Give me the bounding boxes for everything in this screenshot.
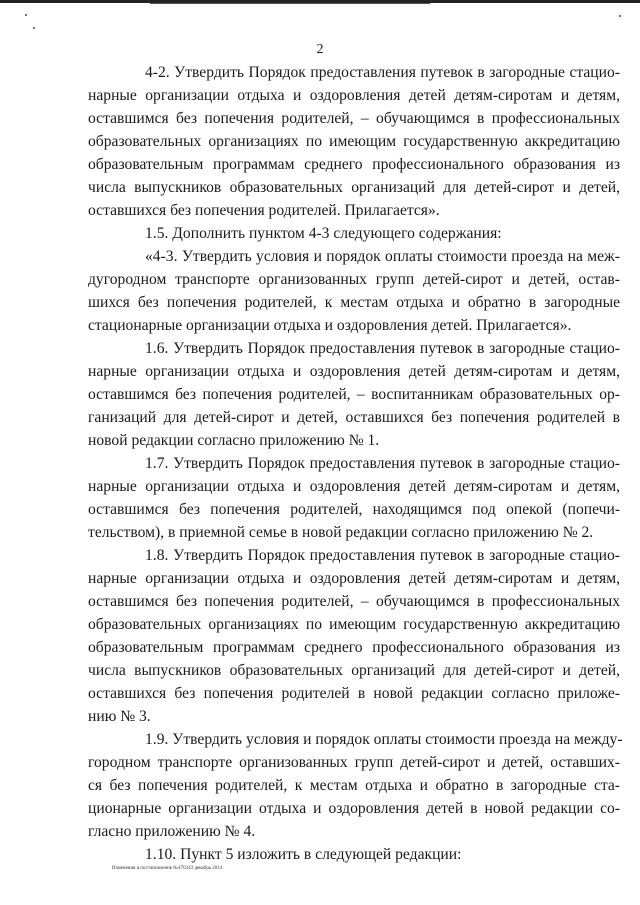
text-line: нарные организации отдыха и оздоровления детей детям-сиротам и детям, xyxy=(88,363,620,380)
text-line: оставшимся без попечения родителей, – обучающимся в профессиональных xyxy=(88,110,620,127)
text-line: новой редакции согласно приложению № 1. xyxy=(88,432,380,449)
text-line: образовательным программам среднего профессионального образования из xyxy=(88,639,620,656)
text-line: 1.10. Пункт 5 изложить в следующей редакции: xyxy=(145,846,462,863)
text-line: образовательным программам среднего профессионального образования из xyxy=(88,156,620,173)
text-line: «4-3. Утвердить условия и порядок оплаты стоимости проезда на меж- xyxy=(145,248,620,265)
text-line: оставшимся без попечения родителей, – обучающимся в профессиональных xyxy=(88,593,620,610)
text-line: 1.8. Утвердить Порядок предоставления путевок в загородные стацио- xyxy=(145,547,620,564)
text-line: шихся без попечения родителей, к местам отдыха и обратно в загородные xyxy=(88,294,620,311)
text-line: ционарные организации отдыха и оздоровления детей в новой редакции со- xyxy=(88,800,620,817)
text-line: 1.7. Утвердить Порядок предоставления путевок в загородные стацио- xyxy=(145,455,620,472)
footer-note: Изменения в постановление №470343 декабрь 2014 xyxy=(112,866,223,871)
document-body xyxy=(88,61,623,866)
text-line: стационарные организации отдыха и оздоровления детей. Прилагается». xyxy=(88,317,572,334)
text-line: тельством), в приемной семье в новой редакции согласно приложению № 2. xyxy=(88,524,594,541)
page-number: 2 xyxy=(316,42,324,57)
text-line: 1.6. Утвердить Порядок предоставления путевок в загородные стацио- xyxy=(145,340,620,357)
text-line: гласно приложению № 4. xyxy=(88,823,256,840)
text-line: дугородном транспорте организованных групп детей-сирот и детей, остав- xyxy=(88,271,620,288)
text-line: 1.5. Дополнить пунктом 4-3 следующего содержания: xyxy=(145,225,502,242)
scan-speck xyxy=(25,14,27,16)
text-line: нию № 3. xyxy=(88,708,151,725)
text-line: ся без попечения родителей, к местам отдыха и обратно в загородные ста- xyxy=(88,777,620,794)
scan-top-edge-shadow xyxy=(150,3,430,4)
text-line: нарные организации отдыха и оздоровления детей детям-сиротам и детям, xyxy=(88,478,620,495)
paragraph xyxy=(88,452,620,544)
text-line: нарные организации отдыха и оздоровления детей детям-сиротам и детям, xyxy=(88,570,620,587)
paragraph xyxy=(88,245,620,337)
text-line: числа выпускников образовательных организаций для детей-сирот и детей, xyxy=(88,662,620,679)
paragraph xyxy=(88,843,620,866)
scan-speck xyxy=(619,15,621,17)
text-line: 1.9. Утвердить условия и порядок оплаты стоимости проезда на между- xyxy=(145,731,623,748)
paragraph xyxy=(88,337,620,452)
text-line: оставшимся без попечения родителей, – воспитанникам образовательных ор- xyxy=(88,386,620,403)
text-line: оставшихся без попечения родителей в новой редакции согласно приложе- xyxy=(88,685,620,702)
text-line: числа выпускников образовательных организаций для детей-сирот и детей, xyxy=(88,179,620,196)
paragraph xyxy=(88,222,620,245)
text-line: оставшихся без попечения родителей. Прилагается». xyxy=(88,202,440,219)
scan-speck xyxy=(33,27,35,29)
text-line: образовательных организациях по имеющим государственную аккредитацию xyxy=(88,133,620,150)
paragraph xyxy=(88,544,620,728)
text-line: образовательных организациях по имеющим государственную аккредитацию xyxy=(88,616,620,633)
paragraph xyxy=(88,61,620,222)
text-line: оставшимся без попечения родителей, находящимся под опекой (попечи- xyxy=(88,501,620,518)
text-line: 4-2. Утвердить Порядок предоставления путевок в загородные стацио- xyxy=(145,64,620,81)
text-line: городном транспорте организованных групп детей-сирот и детей, оставших- xyxy=(88,754,620,771)
text-line: нарные организации отдыха и оздоровления детей детям-сиротам и детям, xyxy=(88,87,620,104)
text-line: ганизаций для детей-сирот и детей, оставшихся без попечения родителей в xyxy=(88,409,620,426)
paragraph xyxy=(88,728,623,843)
